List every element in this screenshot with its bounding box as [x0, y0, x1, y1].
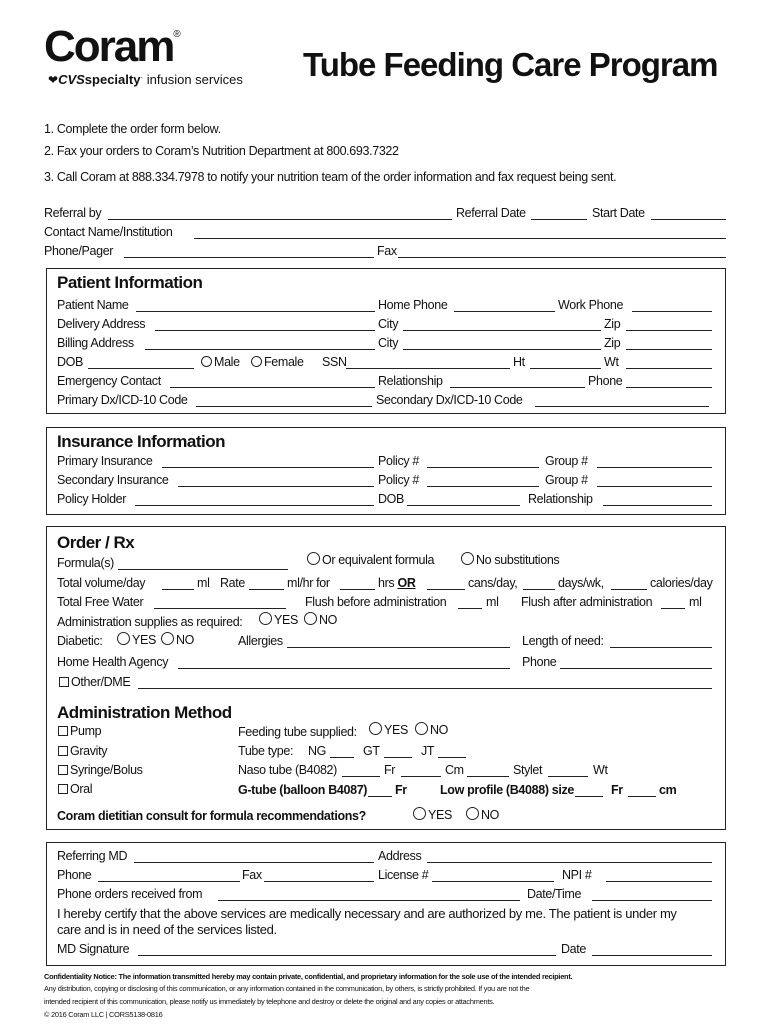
wt-field[interactable]	[626, 368, 712, 369]
billing-city-field[interactable]	[403, 349, 601, 350]
ml-hr-for-label: ml/hr for	[287, 576, 330, 590]
date-time-field[interactable]	[592, 900, 712, 901]
gt-label: GT	[363, 744, 380, 758]
or-equivalent-label: Or equivalent formula	[322, 553, 435, 567]
specialty-label: specialty	[84, 72, 141, 87]
supplies-yes-radio[interactable]	[259, 612, 272, 625]
referring-md-label: Referring MD	[57, 849, 128, 863]
gravity-checkbox[interactable]	[58, 746, 68, 756]
secondary-insurance-label: Secondary Insurance	[57, 473, 169, 487]
other-dme-option[interactable]	[59, 675, 130, 689]
hrs-text: hrs	[378, 576, 395, 590]
female-label: Female	[264, 355, 304, 369]
primary-policy-field[interactable]	[427, 467, 539, 468]
ht-field[interactable]	[530, 368, 601, 369]
pump-checkbox[interactable]	[58, 726, 68, 736]
contact-field[interactable]	[194, 238, 726, 239]
supplies-yes-label: YES	[274, 613, 298, 627]
other-dme-label: Other/DME	[71, 675, 131, 689]
flush-after-ml: ml	[689, 595, 702, 609]
referral-date-label: Referral Date	[456, 206, 526, 220]
allergies-label: Allergies	[238, 634, 283, 648]
relationship-field[interactable]	[450, 387, 585, 388]
primary-group-label: Group #	[545, 454, 588, 468]
relationship-label: Relationship	[378, 374, 443, 388]
md-address-label: Address	[378, 849, 422, 863]
md-fax-field[interactable]	[264, 881, 374, 882]
oral-checkbox[interactable]	[58, 784, 68, 794]
secondary-policy-field[interactable]	[427, 486, 539, 487]
billing-zip-field[interactable]	[626, 349, 712, 350]
calories-day-label: calories/day	[650, 576, 713, 590]
home-health-field[interactable]	[178, 668, 510, 669]
diabetic-no-option[interactable]	[161, 632, 194, 647]
or-equivalent-radio[interactable]	[307, 552, 320, 565]
tube-type-label: Tube type:	[238, 744, 294, 758]
dietitian-no-label: NO	[481, 808, 500, 822]
emergency-phone-label: Phone	[588, 374, 623, 388]
other-dme-field[interactable]	[138, 688, 712, 689]
phone-orders-field[interactable]	[218, 900, 520, 901]
naso-cm-label: Cm	[445, 763, 464, 777]
zip-label: Zip	[604, 317, 621, 331]
md-signature-label: MD Signature	[57, 942, 130, 956]
holder-dob-label: DOB	[378, 492, 405, 506]
flush-before-label: Flush before administration	[305, 595, 447, 609]
other-dme-checkbox[interactable]	[59, 677, 69, 687]
home-phone-label: Home Phone	[378, 298, 448, 312]
total-volume-field[interactable]	[162, 589, 194, 590]
or-equivalent-option[interactable]	[307, 552, 434, 567]
license-label: License #	[378, 868, 429, 882]
patient-information-heading: Patient Information	[57, 273, 203, 292]
diabetic-yes-label: YES	[132, 633, 156, 647]
supplies-no-label: NO	[319, 613, 338, 627]
volume-ml-unit: ml	[197, 576, 210, 590]
billing-city-label: City	[378, 336, 399, 350]
page-title: Tube Feeding Care Program	[303, 46, 718, 83]
delivery-address-field[interactable]	[155, 330, 375, 331]
flush-after-label: Flush after administration	[521, 595, 653, 609]
billing-zip-label: Zip	[604, 336, 621, 350]
primary-dx-field[interactable]	[196, 406, 372, 407]
low-profile-fr-label: Fr	[611, 783, 623, 797]
no-substitutions-radio[interactable]	[461, 552, 474, 565]
registered-mark: ®	[173, 29, 181, 40]
days-field[interactable]	[523, 589, 555, 590]
diabetic-yes-option[interactable]	[117, 632, 156, 647]
g-tube-label: G-tube (balloon B4087)	[238, 783, 368, 797]
ht-label: Ht	[513, 355, 525, 369]
days-wk-label: days/wk,	[558, 576, 604, 590]
g-tube-fr-label: Fr	[395, 783, 407, 797]
supplies-no-option[interactable]	[304, 612, 337, 627]
free-water-field[interactable]	[154, 608, 286, 609]
syringe-checkbox[interactable]	[58, 765, 68, 775]
primary-insurance-field[interactable]	[162, 467, 374, 468]
fax-field[interactable]	[398, 257, 726, 258]
md-address-field[interactable]	[427, 862, 712, 863]
emergency-phone-field[interactable]	[626, 387, 712, 388]
billing-address-label: Billing Address	[57, 336, 134, 350]
pump-label: Pump	[70, 724, 102, 738]
naso-tube-label: Naso tube (B4082)	[238, 763, 337, 777]
naso-fr-field[interactable]	[401, 776, 441, 777]
male-radio[interactable]	[201, 356, 212, 367]
primary-insurance-label: Primary Insurance	[57, 454, 153, 468]
gravity-label: Gravity	[70, 744, 108, 758]
start-date-field[interactable]	[651, 219, 726, 220]
work-phone-field[interactable]	[632, 311, 712, 312]
oral-option[interactable]	[58, 782, 92, 796]
copyright: © 2016 Coram LLC | CORS5138-0816	[44, 1010, 163, 1019]
dietitian-consult-label: Coram dietitian consult for formula recommendations?	[57, 809, 366, 823]
coram-logo	[44, 22, 181, 72]
dietitian-yes-label: YES	[428, 808, 452, 822]
free-water-label: Total Free Water	[57, 595, 144, 609]
administration-method-heading: Administration Method	[57, 703, 232, 722]
flush-after-field[interactable]	[661, 608, 685, 609]
low-profile-field[interactable]	[575, 796, 603, 797]
female-radio[interactable]	[251, 356, 262, 367]
length-of-need-label: Length of need:	[522, 634, 604, 648]
agency-phone-field[interactable]	[560, 668, 712, 669]
referral-by-label: Referral by	[44, 206, 102, 220]
referral-by-field[interactable]	[108, 219, 452, 220]
date-time-label: Date/Time	[527, 887, 582, 901]
instruction-2: 2. Fax your orders to Coram’s Nutrition Department at 800.693.7322	[44, 144, 399, 158]
hours-field[interactable]	[340, 589, 375, 590]
agency-phone-label: Phone	[522, 655, 557, 669]
naso-cm-field[interactable]	[467, 776, 509, 777]
license-field[interactable]	[432, 881, 554, 882]
secondary-policy-label: Policy #	[378, 473, 419, 487]
feeding-tube-yes-radio[interactable]	[369, 722, 382, 735]
holder-dob-field[interactable]	[407, 505, 520, 506]
stylet-label: Stylet	[513, 763, 543, 777]
dietitian-no-option[interactable]	[466, 807, 499, 822]
feeding-tube-no-radio[interactable]	[415, 722, 428, 735]
fax-label: Fax	[377, 244, 397, 258]
insurance-information-heading: Insurance Information	[57, 432, 226, 451]
ssn-label: SSN	[322, 355, 347, 369]
g-tube-field[interactable]	[368, 796, 392, 797]
secondary-insurance-field[interactable]	[178, 486, 374, 487]
length-of-need-field[interactable]	[610, 647, 712, 648]
syringe-option[interactable]	[58, 763, 143, 777]
instruction-1: 1. Complete the order form below.	[44, 122, 221, 136]
infusion-label: infusion services	[146, 72, 243, 87]
heart-icon: ❤	[48, 73, 59, 87]
stylet-field[interactable]	[548, 776, 588, 777]
low-profile-cm-label: cm	[659, 783, 677, 797]
naso-fr-label: Fr	[384, 763, 396, 777]
brand-name: Coram	[44, 22, 174, 71]
jt-label: JT	[421, 744, 435, 758]
npi-field[interactable]	[606, 881, 712, 882]
cvs-tagline	[48, 72, 243, 87]
feeding-tube-yes-label: YES	[384, 723, 408, 737]
home-health-label: Home Health Agency	[57, 655, 169, 669]
low-profile-label: Low profile (B4088) size	[440, 783, 574, 797]
cvs-label: CVS	[58, 72, 85, 87]
formulas-label: Formula(s)	[57, 556, 114, 570]
emergency-contact-field[interactable]	[170, 387, 375, 388]
secondary-group-field[interactable]	[597, 486, 712, 487]
syringe-label: Syringe/Bolus	[70, 763, 143, 777]
order-heading: Order / Rx	[57, 533, 135, 552]
secondary-group-label: Group #	[545, 473, 588, 487]
billing-address-field[interactable]	[145, 349, 375, 350]
naso-wt-label: Wt	[593, 763, 608, 777]
total-volume-label: Total volume/day	[57, 576, 146, 590]
supplies-no-radio[interactable]	[304, 612, 317, 625]
instruction-3: 3. Call Coram at 888.334.7978 to notify your nutrition team of the order information and fax request being sent.	[44, 170, 617, 184]
holder-relationship-field[interactable]	[603, 505, 712, 506]
delivery-address-label: Delivery Address	[57, 317, 146, 331]
feeding-tube-no-option[interactable]	[415, 722, 448, 737]
referral-date-field[interactable]	[531, 219, 587, 220]
secondary-dx-label: Secondary Dx/ICD-10 Code	[376, 393, 523, 407]
female-option[interactable]	[251, 355, 304, 369]
emergency-contact-label: Emergency Contact	[57, 374, 161, 388]
flush-before-field[interactable]	[458, 608, 482, 609]
certification-line-2: care and is in need of the services listed.	[57, 922, 277, 937]
dob-label: DOB	[57, 355, 84, 369]
md-phone-field[interactable]	[98, 881, 240, 882]
supplies-label: Administration supplies as required:	[57, 615, 243, 629]
start-date-label: Start Date	[592, 206, 645, 220]
patient-name-field[interactable]	[136, 311, 375, 312]
male-label: Male	[214, 355, 240, 369]
dietitian-yes-radio[interactable]	[413, 807, 426, 820]
signature-date-field[interactable]	[592, 955, 712, 956]
city-field[interactable]	[403, 330, 601, 331]
dietitian-yes-option[interactable]	[413, 807, 452, 822]
work-phone-label: Work Phone	[558, 298, 624, 312]
supplies-yes-option[interactable]	[259, 612, 298, 627]
patient-name-label: Patient Name	[57, 298, 129, 312]
notice-label: Confidentiality Notice:	[44, 972, 117, 981]
feeding-tube-yes-option[interactable]	[369, 722, 408, 737]
oral-label: Oral	[70, 782, 93, 796]
md-fax-label: Fax	[242, 868, 262, 882]
formulas-field[interactable]	[118, 569, 288, 570]
secondary-dx-field[interactable]	[535, 406, 709, 407]
dob-field[interactable]	[88, 368, 194, 369]
order-section	[46, 526, 726, 830]
naso-tube-field[interactable]	[342, 776, 380, 777]
ssn-field[interactable]	[346, 368, 510, 369]
zip-field[interactable]	[626, 330, 712, 331]
no-substitutions-option[interactable]	[461, 552, 559, 567]
holder-relationship-label: Relationship	[528, 492, 593, 506]
feeding-tube-label: Feeding tube supplied:	[238, 725, 357, 739]
policy-holder-field[interactable]	[135, 505, 374, 506]
or-text: OR	[397, 576, 416, 590]
city-label: City	[378, 317, 399, 331]
ng-label: NG	[308, 744, 327, 758]
phone-pager-field[interactable]	[124, 257, 374, 258]
diabetic-no-label: NO	[176, 633, 195, 647]
allergies-field[interactable]	[287, 647, 510, 648]
feeding-tube-no-label: NO	[430, 723, 449, 737]
primary-dx-label: Primary Dx/ICD-10 Code	[57, 393, 188, 407]
rate-label: Rate	[220, 576, 246, 590]
pump-option[interactable]	[58, 724, 101, 738]
notice-text: The information transmitted hereby may contain private, confidential, and proprietary information for the sole use of the intended recipient.	[118, 972, 573, 981]
male-option[interactable]	[201, 355, 240, 369]
rate-field[interactable]	[249, 589, 284, 590]
referring-md-field[interactable]	[134, 862, 374, 863]
notice-line-2: Any distribution, copying or disclosing of this communication, or any information contained in the communication, by others, is strictly prohibited. If you are not the	[44, 984, 530, 993]
dietitian-no-radio[interactable]	[466, 807, 479, 820]
gravity-option[interactable]	[58, 744, 107, 758]
cans-field[interactable]	[427, 589, 465, 590]
tagline-dot: ·	[140, 73, 144, 82]
notice-line-3: intended recipient of this communication, please notify us immediately by telephone and destroy or delete the original and any copies or attachments.	[44, 997, 495, 1006]
diabetic-no-radio[interactable]	[161, 632, 174, 645]
diabetic-yes-radio[interactable]	[117, 632, 130, 645]
flush-before-ml: ml	[486, 595, 499, 609]
primary-group-field[interactable]	[597, 467, 712, 468]
signature-date-label: Date	[561, 942, 587, 956]
no-substitutions-label: No substitutions	[476, 553, 560, 567]
contact-label: Contact Name/Institution	[44, 225, 173, 239]
phone-pager-label: Phone/Pager	[44, 244, 114, 258]
confidentiality-notice	[44, 972, 572, 981]
jt-field[interactable]	[438, 757, 466, 758]
ng-field[interactable]	[330, 757, 354, 758]
calories-field[interactable]	[611, 589, 647, 590]
phone-orders-label: Phone orders received from	[57, 887, 203, 901]
cans-day-label: cans/day,	[468, 576, 518, 590]
npi-label: NPI #	[562, 868, 592, 882]
home-phone-field[interactable]	[454, 311, 555, 312]
low-profile-fr-field[interactable]	[628, 796, 656, 797]
md-signature-field[interactable]	[138, 955, 556, 956]
diabetic-label: Diabetic:	[57, 634, 103, 648]
gt-field[interactable]	[384, 757, 412, 758]
policy-holder-label: Policy Holder	[57, 492, 127, 506]
wt-label: Wt	[604, 355, 619, 369]
primary-policy-label: Policy #	[378, 454, 419, 468]
md-phone-label: Phone	[57, 868, 92, 882]
hrs-label	[378, 576, 416, 590]
certification-line-1: I hereby certify that the above services are medically necessary and are authorized by me. The patient is under my	[57, 906, 677, 921]
